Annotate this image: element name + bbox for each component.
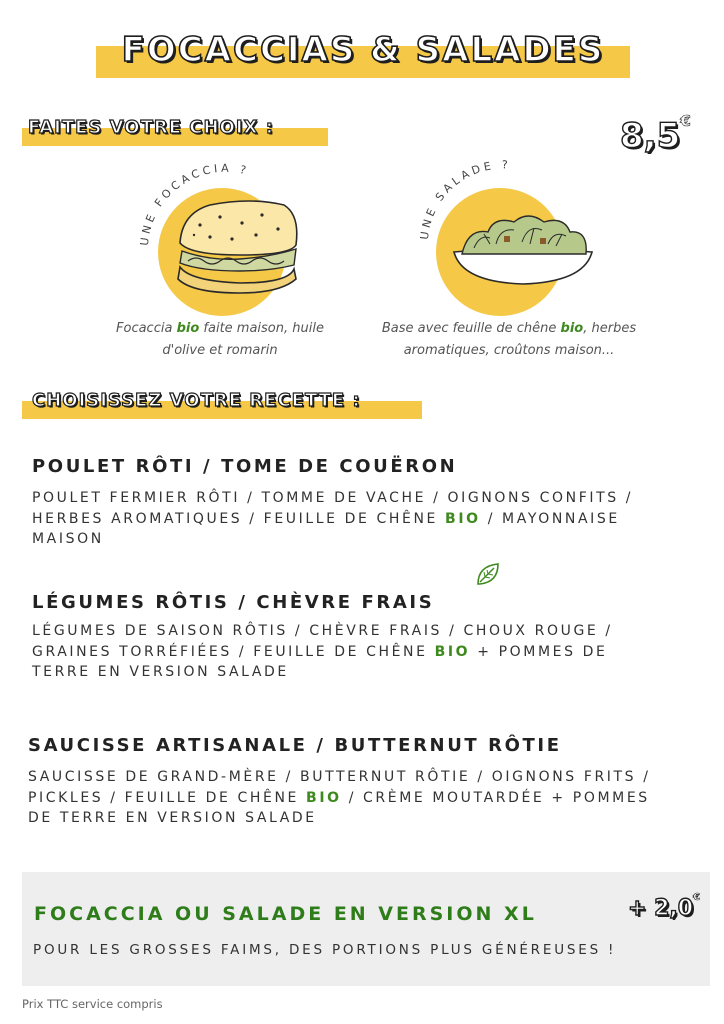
- price-note: Prix TTC service compris: [22, 997, 163, 1011]
- xl-price: + 2,0€: [628, 892, 700, 921]
- focaccia-illustration: [170, 195, 304, 295]
- recipe-title: LÉGUMES RÔTIS / CHÈVRE FRAIS: [32, 592, 435, 613]
- svg-text:UNE SALADE ?: UNE SALADE ?: [417, 158, 512, 241]
- recipe-description: SAUCISSE DE GRAND-MÈRE / BUTTERNUT RÔTIE / OIGNONS FRITS / PICKLES / FEUILLE DE CHÊNE BIO / CRÈME MOUTARDÉE + POMMES DE TERRE EN VERSION SALADE: [28, 769, 651, 826]
- salad-bowl-illustration: [448, 208, 598, 288]
- veggie-leaf-icon: [474, 560, 502, 588]
- xl-option-box: [22, 872, 710, 986]
- focaccia-description: Focaccia bio faite maison, huile d'olive et romarin: [116, 321, 324, 358]
- choice-heading: FAITES VOTRE CHOIX :: [28, 117, 274, 138]
- base-price: 8,5€: [620, 112, 691, 156]
- recipe-description: POULET FERMIER RÔTI / TOMME DE VACHE / OIGNONS CONFITS / HERBES AROMATIQUES / FEUILLE DE CHÊNE BIO / MAYONNAISE MAISON: [32, 490, 634, 547]
- recipe-description: LÉGUMES DE SAISON RÔTIS / CHÈVRE FRAIS / CHOUX ROUGE / GRAINES TORRÉFIÉES / FEUILLE DE CHÊNE BIO + POMMES DE TERRE EN VERSION SALADE: [32, 623, 613, 680]
- recipe-title: SAUCISSE ARTISANALE / BUTTERNUT RÔTIE: [28, 735, 562, 756]
- recipes-heading: CHOISISSEZ VOTRE RECETTE :: [32, 390, 361, 411]
- xl-title: FOCACCIA OU SALADE EN VERSION XL: [34, 903, 537, 925]
- salade-description: Base avec feuille de chêne bio, herbes aromatiques, croûtons maison...: [381, 321, 637, 358]
- recipe-title: POULET RÔTI / TOME DE COUËRON: [32, 456, 458, 477]
- xl-subtitle: POUR LES GROSSES FAIMS, DES PORTIONS PLUS GÉNÉREUSES !: [33, 942, 617, 958]
- page-title: FOCACCIAS & SALADES: [121, 30, 605, 70]
- svg-text:UNE FOCACCIA ?: UNE FOCACCIA ?: [137, 161, 251, 247]
